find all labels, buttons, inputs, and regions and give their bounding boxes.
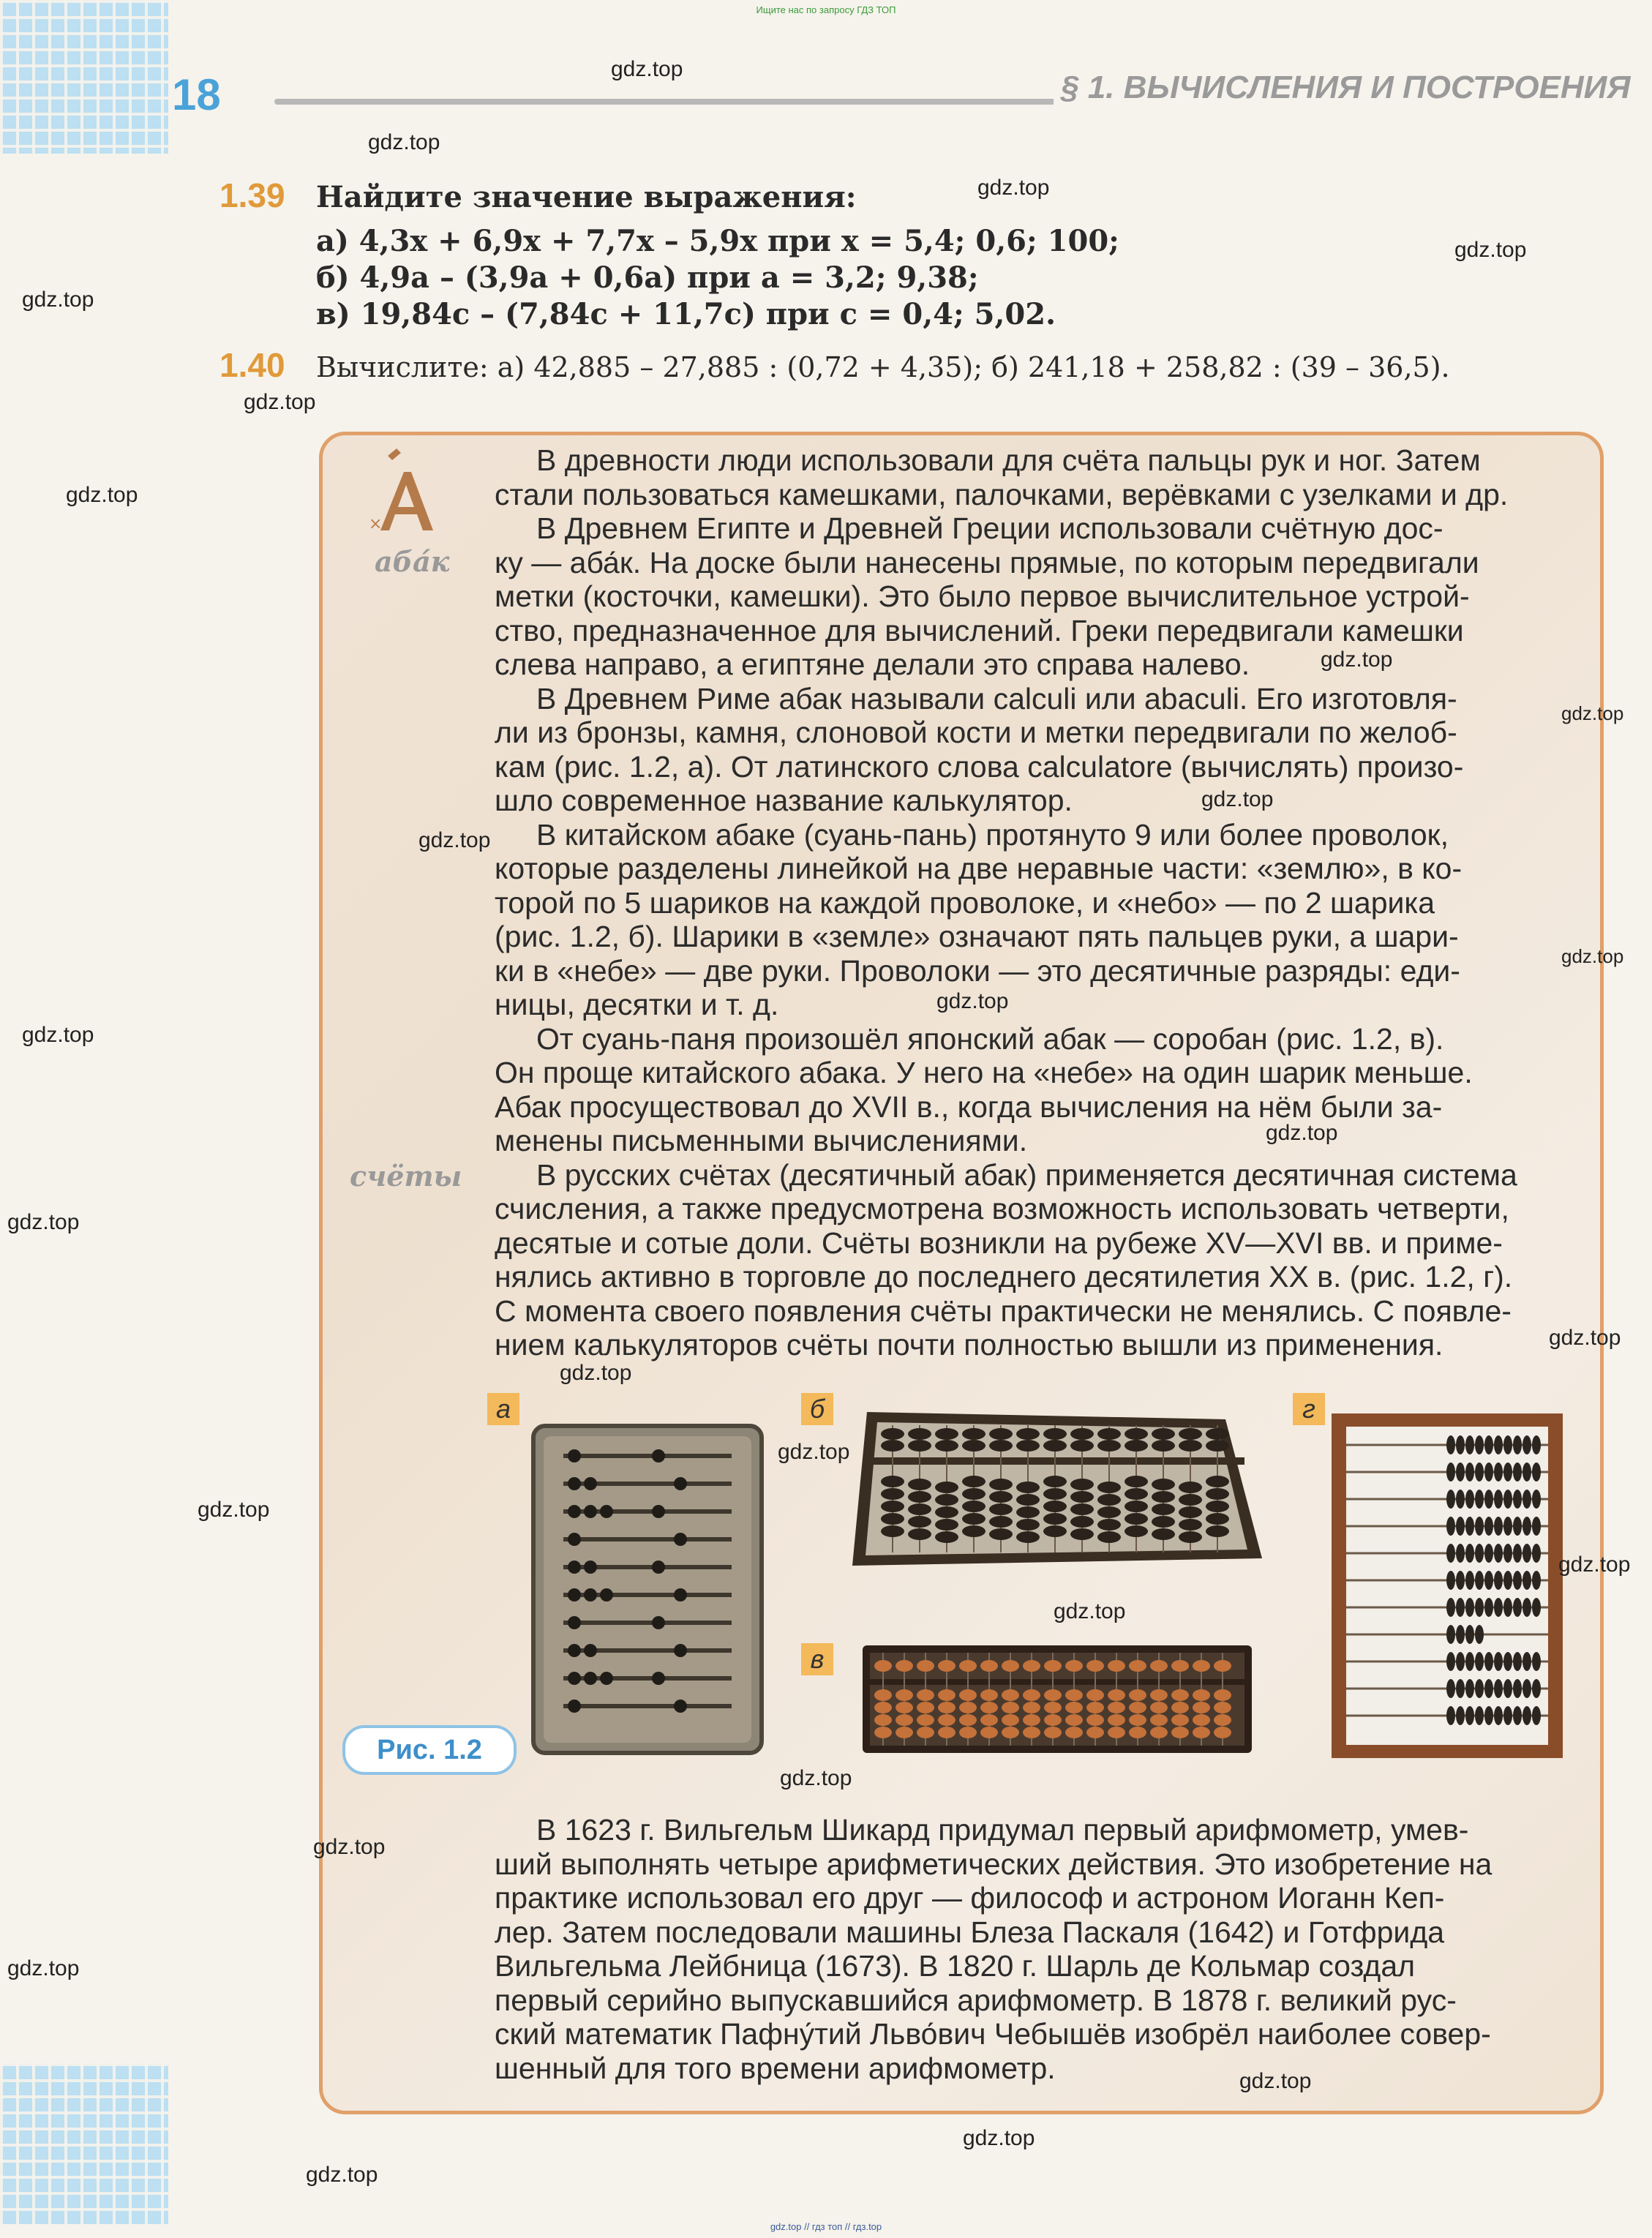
history-text-line: которые разделены линейкой на две неравные части: «землю», в ко-	[495, 852, 1463, 885]
japanese-abacus-image	[860, 1642, 1255, 1760]
history-text-line: практике использовал его друг — философ и астроном Иоганн Кеп-	[495, 1881, 1445, 1915]
drop-cap-letter	[366, 443, 439, 538]
section-title: § 1. ВЫЧИСЛЕНИЯ И ПОСТРОЕНИЯ	[1054, 70, 1610, 106]
history-text-line: От суань-паня произошёл японский абак — соробан (рис. 1.2, в).	[495, 1021, 1444, 1056]
history-text-line: шенный для того времени арифмометр.	[495, 2051, 1056, 2085]
history-text-line: ство, предназначенное для вычислений. Греки передвигали камешки	[495, 613, 1464, 647]
history-text-line: Абак просуществовал до XVII в., когда вычисления на нём были за-	[495, 1089, 1443, 1124]
top-banner: Ищите нас по запросу ГДЗ ТОП	[756, 4, 896, 15]
history-text-line: десятые и сотые доли. Счёты возникли на рубеже XV—XVI вв. и приме-	[495, 1225, 1503, 1260]
history-text-line: кам (рис. 1.2, а). От латинского слова calculatore (вычислять) произо-	[495, 749, 1464, 784]
watermark: gdz.top	[977, 176, 1050, 200]
history-text-line: В древности люди использовали для счёта пальцы рук и ног. Затем	[495, 443, 1481, 477]
history-text-top	[495, 443, 1577, 1362]
figure-caption: Рис. 1.2	[342, 1725, 517, 1775]
history-text-line: (рис. 1.2, б). Шарики в «земле» означают пять пальцев руки, а шари-	[495, 920, 1459, 953]
history-text-line: ницы, десятки и т. д.	[495, 988, 779, 1021]
history-text-line: метки (косточки, камешки). Это было первое вычислительное устрой-	[495, 579, 1470, 613]
history-text-line: ку — аба́к. На доске были нанесены прямые, по которым передвигали	[495, 545, 1479, 579]
watermark: gdz.top	[611, 57, 683, 81]
watermark: gdz.top	[66, 483, 138, 507]
history-text-line: счисления, а также предусмотрена возможность использовать четверти,	[495, 1192, 1509, 1225]
history-text-line: В русских счётах (десятичный абак) применяется десятичная система	[495, 1157, 1517, 1192]
exercise-1-39-b: б) 4,9a – (3,9a + 0,6a) при a = 3,2; 9,38;	[316, 260, 979, 295]
drop-cap-icon	[366, 443, 439, 538]
page-number: 18	[172, 70, 221, 119]
russian-abacus-image	[1330, 1412, 1564, 1763]
watermark: gdz.top	[7, 1956, 80, 1980]
watermark: gdz.top	[936, 989, 1009, 1013]
bottom-banner: gdz.top // гдз топ // гдз.top	[770, 2221, 882, 2232]
history-text-line: В китайском абаке (суань-пань) протянуто 9 или более проволок,	[495, 817, 1449, 852]
history-text-line: С момента своего появления счёты практически не менялись. С появле-	[495, 1293, 1512, 1328]
watermark: gdz.top	[1549, 1326, 1621, 1350]
chinese-abacus-image	[852, 1412, 1262, 1584]
history-text-line: В Древнем Египте и Древней Греции использовали счётную дос-	[495, 511, 1443, 545]
figure-tag-v: в	[801, 1643, 833, 1675]
exercise-number-1-40: 1.40	[219, 346, 285, 384]
watermark: gdz.top	[306, 2163, 378, 2187]
history-text-line: ский математик Пафну́тий Льво́вич Чебышёв изобрёл наиболее совер-	[495, 2017, 1491, 2051]
history-text-line: В Древнем Риме абак называли calculi или abaculi. Его изготовля-	[495, 681, 1457, 716]
exercise-number-1-39: 1.39	[219, 176, 285, 214]
watermark: gdz.top	[1561, 945, 1624, 967]
history-text-line: нялись активно в торговле до последнего десятилетия XX в. (рис. 1.2, г).	[495, 1260, 1513, 1293]
watermark: gdz.top	[560, 1361, 632, 1385]
watermark: gdz.top	[1054, 1599, 1126, 1623]
watermark: gdz.top	[1454, 238, 1527, 262]
corner-grid-top	[0, 0, 168, 154]
figure-tag-a: а	[487, 1393, 519, 1425]
watermark: gdz.top	[780, 1766, 852, 1790]
watermark: gdz.top	[1239, 2069, 1312, 2093]
watermark: gdz.top	[368, 130, 440, 154]
watermark: gdz.top	[1266, 1121, 1338, 1145]
svg-text:×: ×	[369, 515, 383, 533]
history-text-line: Вильгельма Лейбница (1673). В 1820 г. Шарль де Кольмар создал	[495, 1949, 1416, 1983]
history-text-line: слева направо, а египтяне делали это справа налево.	[495, 647, 1250, 681]
roman-abacus-image	[530, 1423, 765, 1760]
history-text-line: ли из бронзы, камня, слоновой кости и метки передвигали по желоб-	[495, 716, 1457, 749]
watermark: gdz.top	[1558, 1552, 1631, 1577]
history-text-line: В 1623 г. Вильгельм Шикард придумал первый арифмометр, умев-	[495, 1813, 1469, 1847]
figure-tag-g: г	[1293, 1393, 1325, 1425]
watermark: gdz.top	[22, 288, 94, 312]
watermark: gdz.top	[778, 1440, 850, 1464]
exercise-1-40-text: Вычислите: а) 42,885 – 27,885 : (0,72 + 4,35); б) 241,18 + 258,82 : (39 – 36,5).	[316, 351, 1450, 383]
history-text-line: первый серийно выпускавшийся арифмометр. В 1878 г. великий рус-	[495, 1983, 1457, 2017]
history-text-line: ки в «небе» — две руки. Проволоки — это десятичные разряды: еди-	[495, 953, 1460, 988]
watermark: gdz.top	[963, 2126, 1035, 2150]
watermark: gdz.top	[7, 1210, 80, 1234]
watermark: gdz.top	[22, 1023, 94, 1047]
history-text-line: торой по 5 шариков на каждой проволоке, и «небо» — по 2 шарика	[495, 885, 1435, 920]
watermark: gdz.top	[1561, 702, 1624, 724]
exercise-1-39-c: в) 19,84c – (7,84c + 11,7c) при c = 0,4; 5,02.	[316, 297, 1056, 331]
margin-term-abak: аба́к	[375, 545, 450, 578]
history-text-line: нием калькуляторов счёты почти полностью вышли из применения.	[495, 1328, 1443, 1362]
history-text-line: стали пользоваться камешками, палочками, верёвками с узелками и др.	[495, 477, 1509, 511]
figure-tag-b: б	[801, 1393, 833, 1425]
exercise-1-39-a: а) 4,3x + 6,9x + 7,7x – 5,9x при x = 5,4; 0,6; 100;	[316, 224, 1119, 258]
watermark: gdz.top	[244, 390, 316, 414]
watermark: gdz.top	[313, 1835, 386, 1859]
watermark: gdz.top	[1201, 787, 1274, 811]
history-text-line: шло современное название калькулятор.	[495, 784, 1073, 817]
exercise-title-1-39: Найдите значение выражения:	[316, 180, 857, 214]
history-text-line: лер. Затем последовали машины Блеза Паскаля (1642) и Готфрида	[495, 1915, 1445, 1949]
watermark: gdz.top	[198, 1498, 270, 1522]
corner-grid-bottom	[0, 2063, 168, 2224]
history-text-line: менены письменными вычислениями.	[495, 1124, 1028, 1157]
watermark: gdz.top	[1321, 647, 1393, 672]
margin-term-schety: счёты	[350, 1160, 462, 1193]
history-text-bottom	[495, 1813, 1577, 2085]
history-text-line: Он проще китайского абака. У него на «небе» на один шарик меньше.	[495, 1056, 1473, 1089]
history-text-line: ший выполнять четыре арифметических действия. Это изобретение на	[495, 1847, 1493, 1881]
watermark: gdz.top	[418, 828, 491, 852]
